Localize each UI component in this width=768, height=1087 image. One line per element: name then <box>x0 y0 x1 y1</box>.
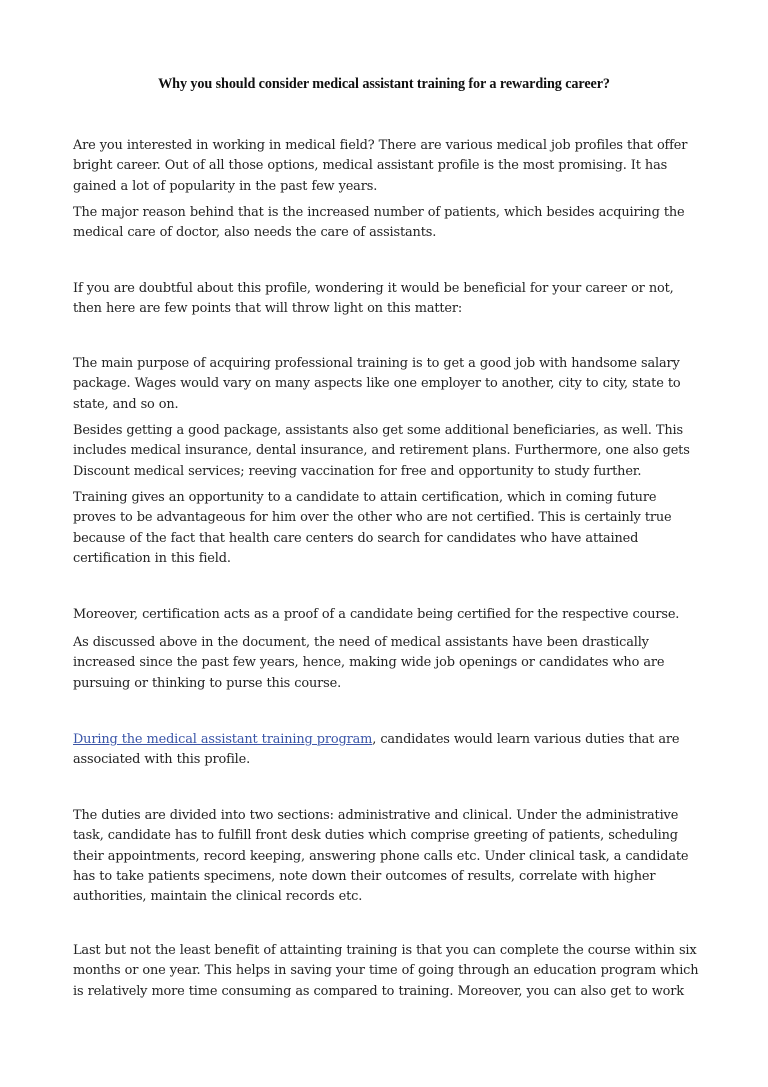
text-line: gained a lot of popularity in the past few years. <box>73 178 378 194</box>
document-title: Why you should consider medical assistant training for a rewarding career? <box>158 76 610 92</box>
text-line: As discussed above in the document, the need of medical assistants have been drastically <box>73 635 649 650</box>
text-line: associated with this profile. <box>73 752 251 768</box>
text-line: certification in this field. <box>73 550 231 566</box>
paragraph-8 <box>73 633 703 694</box>
text-line: because of the fact that health care centers do search for candidates who have attained <box>73 530 639 546</box>
text-line: Are you interested in working in medical field? There are various medical job profiles that offer <box>73 138 688 153</box>
text-line: is relatively more time consuming as compared to training. Moreover, you can also get to work <box>73 983 684 999</box>
text-line: The major reason behind that is the increased number of patients, which besides acquiring the <box>73 205 685 220</box>
text-line: pursuing or thinking to purse this course. <box>73 675 342 691</box>
text-line: Moreover, certification acts as a proof of a candidate being certified for the respective course. <box>73 607 680 622</box>
paragraph-4 <box>73 354 703 415</box>
text-line: increased since the past few years, hence, making wide job openings or candidates who are <box>73 655 665 671</box>
link-trailing-text: , candidates would learn various duties that are <box>372 732 680 747</box>
text-line: Training gives an opportunity to a candidate to attain certification, which in coming future <box>73 490 657 505</box>
paragraph-11 <box>73 941 703 1002</box>
text-line: The main purpose of acquiring professional training is to get a good job with handsome salary <box>73 356 680 371</box>
paragraph-10 <box>73 806 703 907</box>
paragraph-3 <box>73 279 703 320</box>
training-program-link[interactable]: During the medical assistant training program <box>73 732 373 747</box>
paragraph-5 <box>73 421 703 482</box>
text-line: package. Wages would vary on many aspects like one employer to another, city to city, state to <box>73 376 681 392</box>
text-line: medical care of doctor, also needs the care of assistants. <box>73 225 437 241</box>
text-line: state, and so on. <box>73 396 179 412</box>
text-line: months or one year. This helps in saving your time of going through an education program which <box>73 963 699 979</box>
text-line: their appointments, record keeping, answering phone calls etc. Under clinical task, a candidate <box>73 848 689 864</box>
text-line: Discount medical services; reeving vaccination for free and opportunity to study further. <box>73 463 642 479</box>
paragraph-7 <box>73 605 703 625</box>
paragraph-1 <box>73 136 703 197</box>
text-line: Last but not the least benefit of attainting training is that you can complete the course within six <box>73 943 697 958</box>
text-line: then here are few points that will throw light on this matter: <box>73 301 463 317</box>
text-line: task, candidate has to fulfill front desk duties which comprise greeting of patients, scheduling <box>73 828 678 844</box>
text-line: Besides getting a good package, assistants also get some additional beneficiaries, as well. This <box>73 423 683 438</box>
text-line: has to take patients specimens, note down their outcomes of results, correlate with higher <box>73 868 656 884</box>
text-line: authorities, maintain the clinical records etc. <box>73 889 363 905</box>
text-line: If you are doubtful about this profile, wondering it would be beneficial for your career or not, <box>73 281 674 296</box>
text-line: proves to be advantageous for him over the other who are not certified. This is certainly true <box>73 510 672 526</box>
paragraph-9 <box>73 730 703 771</box>
text-line <box>73 730 703 750</box>
paragraph-2 <box>73 203 703 244</box>
text-line: bright career. Out of all those options, medical assistant profile is the most promising. It has <box>73 158 668 174</box>
text-line: The duties are divided into two sections: administrative and clinical. Under the administrative <box>73 808 679 823</box>
text-line: includes medical insurance, dental insurance, and retirement plans. Furthermore, one also gets <box>73 443 690 459</box>
paragraph-6 <box>73 488 703 569</box>
